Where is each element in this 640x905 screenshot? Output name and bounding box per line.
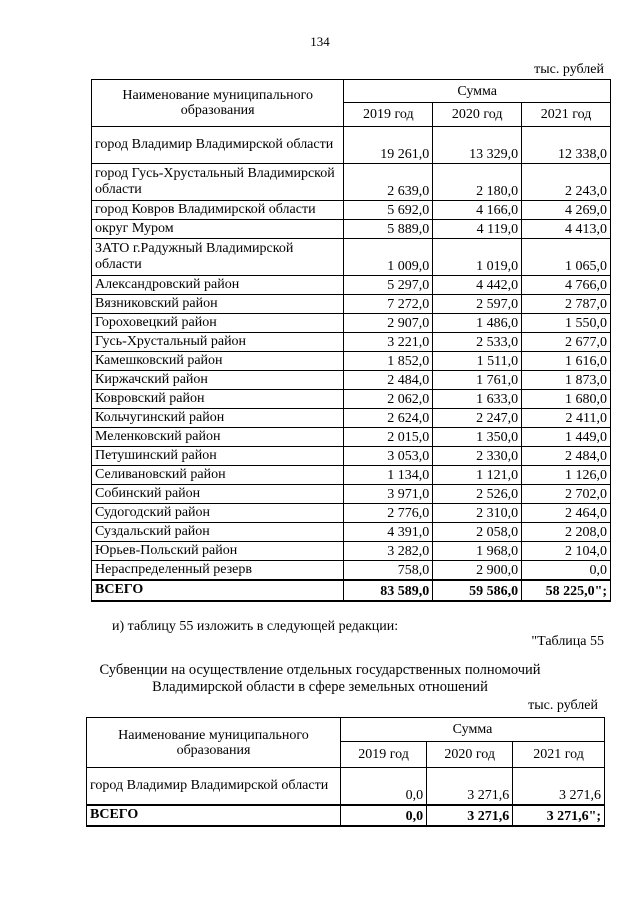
- row-name: Суздальский район: [92, 523, 344, 542]
- row-value: 2 702,0: [522, 485, 611, 504]
- row-value: 4 269,0: [522, 201, 611, 220]
- row-name: Александровский район: [92, 276, 344, 295]
- row-value: 1 511,0: [433, 352, 522, 371]
- row-value: 2 310,0: [433, 504, 522, 523]
- row-value: 3 282,0: [344, 542, 433, 561]
- row-value: 1 019,0: [433, 239, 522, 276]
- row-value: 4 391,0: [344, 523, 433, 542]
- row-value: 2 787,0: [522, 295, 611, 314]
- subsidies-table-main: [91, 79, 611, 602]
- row-value: 7 272,0: [344, 295, 433, 314]
- table-row: [92, 504, 611, 523]
- row-value: 1 761,0: [433, 371, 522, 390]
- total-value: 0,0: [341, 805, 427, 826]
- row-value: 1 873,0: [522, 371, 611, 390]
- row-value: 2 104,0: [522, 542, 611, 561]
- table-row: [92, 390, 611, 409]
- page-number: 134: [310, 34, 330, 49]
- table-row: [92, 314, 611, 333]
- row-value: 2 243,0: [522, 164, 611, 201]
- row-value: 2 015,0: [344, 428, 433, 447]
- table-row: [92, 466, 611, 485]
- table-row: [92, 333, 611, 352]
- row-value: 2 484,0: [344, 371, 433, 390]
- table-title: [0, 662, 640, 696]
- row-value: 2 526,0: [433, 485, 522, 504]
- row-value: 2 058,0: [433, 523, 522, 542]
- row-value: 3 271,6: [427, 768, 513, 805]
- row-name: Судогодский район: [92, 504, 344, 523]
- row-name: Юрьев-Польский район: [92, 542, 344, 561]
- total-value: 83 589,0: [344, 580, 433, 601]
- table-row: [92, 409, 611, 428]
- row-value: 1 550,0: [522, 314, 611, 333]
- row-value: 3 271,6: [513, 768, 605, 805]
- row-value: 2 180,0: [433, 164, 522, 201]
- row-value: 2 533,0: [433, 333, 522, 352]
- table-row: [92, 561, 611, 580]
- table-body: [87, 768, 605, 826]
- total-value: 3 271,6";: [513, 805, 605, 826]
- row-value: 4 442,0: [433, 276, 522, 295]
- row-value: 1 134,0: [344, 466, 433, 485]
- column-header-year: 2021 год: [513, 742, 605, 768]
- unit-label: тыс. рублей: [528, 698, 598, 713]
- total-label: ВСЕГО: [92, 580, 344, 601]
- total-value: 59 586,0: [433, 580, 522, 601]
- total-label: ВСЕГО: [87, 805, 341, 826]
- row-name: город Ковров Владимирской области: [92, 201, 344, 220]
- row-value: 2 484,0: [522, 447, 611, 466]
- row-value: 1 009,0: [344, 239, 433, 276]
- row-name: ЗАТО г.Радужный Владимирской области: [92, 239, 344, 276]
- row-value: 4 766,0: [522, 276, 611, 295]
- table-row: [92, 220, 611, 239]
- row-name: Гороховецкий район: [92, 314, 344, 333]
- row-value: 2 776,0: [344, 504, 433, 523]
- row-name: округ Муром: [92, 220, 344, 239]
- table-row: [92, 352, 611, 371]
- table-row: [92, 428, 611, 447]
- row-value: 5 297,0: [344, 276, 433, 295]
- row-name: Гусь-Хрустальный район: [92, 333, 344, 352]
- total-value: 58 225,0";: [522, 580, 611, 601]
- row-value: 4 166,0: [433, 201, 522, 220]
- row-value: 2 208,0: [522, 523, 611, 542]
- unit-label: тыс. рублей: [534, 62, 604, 77]
- row-value: 5 692,0: [344, 201, 433, 220]
- row-name: Нераспределенный резерв: [92, 561, 344, 580]
- table-row: [92, 523, 611, 542]
- row-value: 4 119,0: [433, 220, 522, 239]
- row-name: Кольчугинский район: [92, 409, 344, 428]
- row-value: 2 330,0: [433, 447, 522, 466]
- row-name: Камешковский район: [92, 352, 344, 371]
- instruction-text: и) таблицу 55 изложить в следующей редакции:: [112, 619, 399, 634]
- table-title-line: Владимирской области в сфере земельных отношений: [152, 679, 488, 695]
- row-value: 2 907,0: [344, 314, 433, 333]
- row-value: 2 639,0: [344, 164, 433, 201]
- row-name: город Владимир Владимирской области: [92, 127, 344, 164]
- row-value: 2 247,0: [433, 409, 522, 428]
- column-header-sum: Сумма: [341, 718, 605, 742]
- row-value: 1 852,0: [344, 352, 433, 371]
- row-value: 3 221,0: [344, 333, 433, 352]
- row-name: Ковровский район: [92, 390, 344, 409]
- row-value: 1 680,0: [522, 390, 611, 409]
- row-name: Меленковский район: [92, 428, 344, 447]
- row-value: 19 261,0: [344, 127, 433, 164]
- row-value: 1 065,0: [522, 239, 611, 276]
- row-value: 1 126,0: [522, 466, 611, 485]
- column-header-year: 2019 год: [344, 103, 433, 127]
- table-row: [92, 239, 611, 276]
- row-name: Собинский район: [92, 485, 344, 504]
- row-value: 2 900,0: [433, 561, 522, 580]
- row-value: 1 616,0: [522, 352, 611, 371]
- table-row: [92, 127, 611, 164]
- row-value: 5 889,0: [344, 220, 433, 239]
- subsidies-table-land: [86, 717, 605, 827]
- row-value: 2 677,0: [522, 333, 611, 352]
- table-reference: "Таблица 55: [531, 634, 604, 649]
- row-name: город Владимир Владимирской области: [87, 768, 341, 805]
- table-row: [92, 295, 611, 314]
- row-value: 1 633,0: [433, 390, 522, 409]
- row-value: 12 338,0: [522, 127, 611, 164]
- row-name: Селивановский район: [92, 466, 344, 485]
- row-value: 2 062,0: [344, 390, 433, 409]
- row-value: 0,0: [522, 561, 611, 580]
- table-row: [92, 485, 611, 504]
- row-value: 2 624,0: [344, 409, 433, 428]
- row-value: 1 350,0: [433, 428, 522, 447]
- row-name: Петушинский район: [92, 447, 344, 466]
- column-header-year: 2021 год: [522, 103, 611, 127]
- row-value: 1 968,0: [433, 542, 522, 561]
- column-header-year: 2019 год: [341, 742, 427, 768]
- table-row: [92, 447, 611, 466]
- column-header-sum: Сумма: [344, 80, 611, 103]
- row-value: 1 486,0: [433, 314, 522, 333]
- row-name: город Гусь-Хрустальный Владимирской области: [92, 164, 344, 201]
- row-value: 13 329,0: [433, 127, 522, 164]
- row-name: Киржачский район: [92, 371, 344, 390]
- row-value: 3 971,0: [344, 485, 433, 504]
- row-value: 4 413,0: [522, 220, 611, 239]
- column-header-year: 2020 год: [433, 103, 522, 127]
- total-value: 3 271,6: [427, 805, 513, 826]
- table-row: [92, 276, 611, 295]
- row-name: Вязниковский район: [92, 295, 344, 314]
- row-value: 1 121,0: [433, 466, 522, 485]
- row-value: 0,0: [341, 768, 427, 805]
- table-row: [92, 164, 611, 201]
- table-title-line: Субвенции на осуществление отдельных государственных полномочий: [99, 662, 541, 678]
- table-row: [92, 542, 611, 561]
- table-row: [87, 768, 605, 805]
- column-header-year: 2020 год: [427, 742, 513, 768]
- row-value: 758,0: [344, 561, 433, 580]
- column-header-name: Наименование муниципального образования: [87, 718, 341, 768]
- table-row: [92, 371, 611, 390]
- table-body: [92, 127, 611, 601]
- total-row: [87, 805, 605, 826]
- row-value: 1 449,0: [522, 428, 611, 447]
- row-value: 2 464,0: [522, 504, 611, 523]
- table-row: [92, 201, 611, 220]
- total-row: [92, 580, 611, 601]
- row-value: 3 053,0: [344, 447, 433, 466]
- column-header-name: Наименование муниципального образования: [92, 80, 344, 127]
- row-value: 2 411,0: [522, 409, 611, 428]
- row-value: 2 597,0: [433, 295, 522, 314]
